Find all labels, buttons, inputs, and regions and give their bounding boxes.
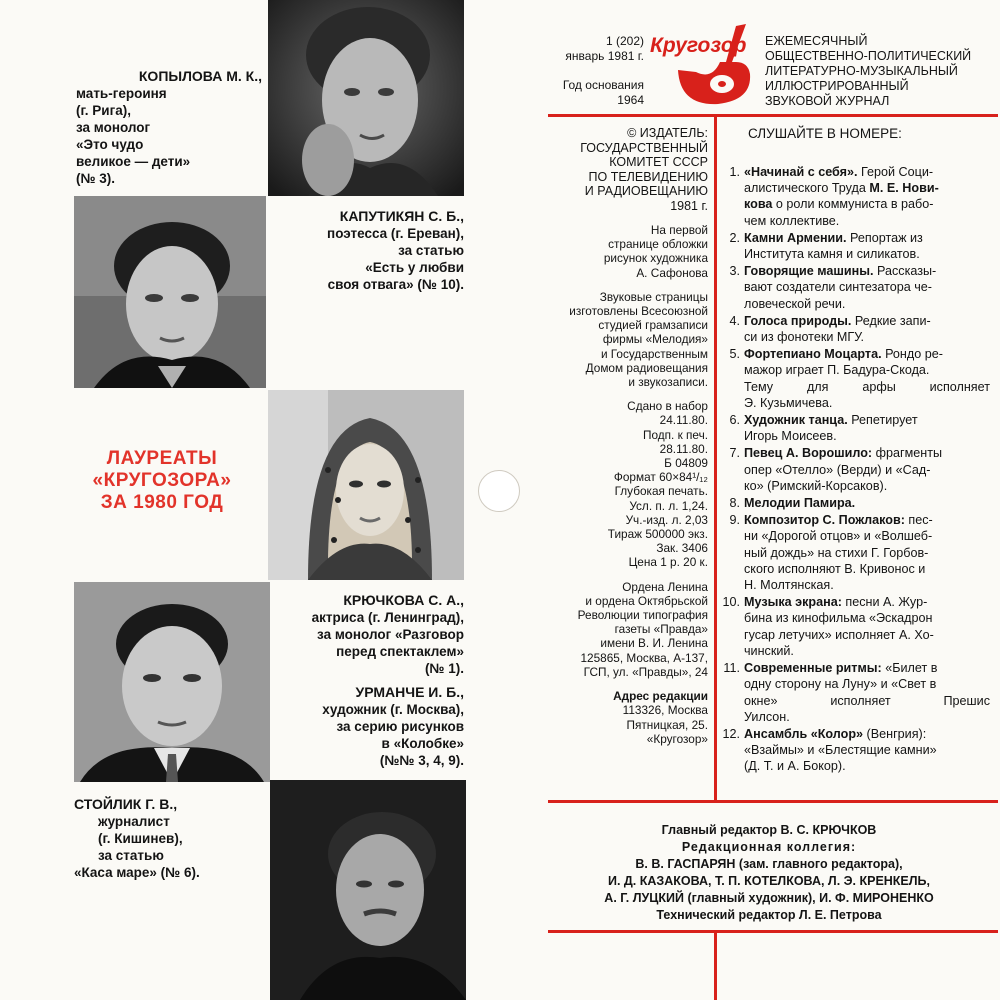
contents-heading: СЛУШАЙТЕ В НОМЕРЕ: bbox=[748, 126, 902, 141]
contents-item-number: 1. bbox=[729, 165, 740, 179]
contents-item-line: Камни Армении. Репортаж из bbox=[744, 230, 923, 245]
caption-urmanche: УРМАНЧЕ И. Б., художник (г. Москва), за серию рисунков в «Колобке» (№№ 3, 4, 9). bbox=[322, 684, 464, 768]
contents-item-line: «Начинай с себя». Герой Соци- bbox=[744, 165, 934, 179]
contents-item-line: Современные ритмы: «Билет в bbox=[744, 661, 938, 676]
contents-item-line: кова о роли коммуниста в рабо- bbox=[744, 197, 934, 212]
contents-item-text bbox=[744, 412, 990, 444]
publisher-info bbox=[548, 126, 708, 746]
portrait-kopylova bbox=[268, 0, 464, 196]
contents-item-line: вают создатели синтезатора че- bbox=[744, 280, 932, 295]
contents-item-line: Голоса природы. Редкие запи- bbox=[744, 313, 931, 328]
print-details: Сдано в набор 24.11.80. Подп. к печ. 28.11.80. Б 04809 Формат 60×84¹/₁₂ Глубокая печать. Усл. п. л. 1,24. Уч.-изд. л. 2,03 Тираж 500000 экз. Зак. 3406 Цена 1 р. 20 к. bbox=[607, 399, 708, 570]
contents-list bbox=[720, 164, 990, 776]
contents-item bbox=[720, 594, 990, 659]
contents-item-number: 11. bbox=[723, 661, 740, 676]
contents-item-text bbox=[744, 346, 990, 411]
caption-kopylova: КОПЫЛОВА М. К., мать-героиня (г. Рига), за монолог «Это чудо великое — дети» (№ 3). bbox=[76, 68, 262, 186]
contents-item-number: 7. bbox=[729, 446, 740, 461]
contents-item-line: гусар летучих» исполняет А. Хо- bbox=[744, 627, 934, 642]
bottom-divider bbox=[714, 933, 717, 1000]
contents-item-number: 6. bbox=[729, 413, 740, 428]
caption-stoylik: СТОЙЛИК Г. В., журналист (г. Кишинев), за статью «Каса маре» (№ 6). bbox=[74, 796, 200, 880]
record-center-hole bbox=[478, 470, 520, 512]
contents-item-text bbox=[744, 313, 990, 345]
caption-kryuchkova: КРЮЧКОВА С. А., актриса (г. Ленинград), за монолог «Разговор перед спектаклем» (№ 1). bbox=[311, 592, 464, 676]
contents-item-line: ни «Дорогой отцов» и «Волшеб- bbox=[744, 529, 933, 544]
contents-item-number: 2. bbox=[729, 230, 740, 245]
contents-item-number: 9. bbox=[729, 513, 740, 528]
contents-item bbox=[720, 512, 990, 593]
contents-item-line: Игорь Моисеев. bbox=[744, 429, 837, 444]
contents-item-line: Э. Кузьмичева. bbox=[744, 395, 833, 410]
contents-item bbox=[720, 412, 990, 444]
contents-item-line: Мелодии Памира. bbox=[744, 496, 856, 511]
contents-item-line: Композитор С. Пожлаков: пес- bbox=[744, 513, 933, 528]
contents-item bbox=[720, 346, 990, 411]
contents-item-text bbox=[744, 660, 990, 725]
krugozor-logo bbox=[650, 22, 758, 110]
contents-item bbox=[720, 660, 990, 725]
contents-item-line: Института камня и силикатов. bbox=[744, 247, 920, 262]
contents-item-text bbox=[744, 445, 990, 494]
column-divider bbox=[714, 117, 717, 800]
contents-item-line: Тему для арфы исполняет bbox=[744, 379, 990, 394]
contents-item bbox=[720, 445, 990, 494]
editorial-board: Главный редактор В. С. КРЮЧКОВ Редакционная коллегия: В. В. ГАСПАРЯН (зам. главного редактора), И. Д. КАЗАКОВА, Т. П. КОТЕЛКОВА, Л. Э. КРЕНКЕЛЬ, А. Г. ЛУЦКИЙ (главный художник), И. Ф. МИРОНЕНКО Технический редактор Л. Е. Петрова bbox=[604, 823, 934, 922]
contents-item-line: окне» исполняет Прешис bbox=[744, 693, 990, 708]
contents-item-line: си из фонотеки МГУ. bbox=[744, 330, 864, 345]
contents-item-number: 3. bbox=[729, 264, 740, 279]
contents-item-line: «Взаймы» и «Блестящие камни» bbox=[744, 743, 937, 758]
contents-item-line: чем коллективе. bbox=[744, 213, 840, 228]
contents-item bbox=[720, 726, 990, 775]
contents-item bbox=[720, 164, 990, 229]
board-bottom-rule bbox=[548, 930, 998, 933]
contents-item-line: ловеческой речи. bbox=[744, 296, 846, 311]
portrait-kryuchkova bbox=[268, 390, 464, 580]
editorial-address: Адрес редакции 113326, Москва Пятницкая, 25. «Кругозор» bbox=[613, 689, 708, 746]
founded-year: Год основания 1964 bbox=[562, 78, 644, 107]
logo-wordmark: Кругозор bbox=[650, 34, 747, 57]
contents-item-line: Уилсон. bbox=[744, 709, 790, 724]
contents-item-line: одну сторону на Луну» и «Свет в bbox=[744, 677, 937, 692]
contents-item-number: 12. bbox=[722, 726, 740, 741]
publisher-block: © ИЗДАТЕЛЬ: ГОСУДАРСТВЕННЫЙ КОМИТЕТ СССР ПО ТЕЛЕВИДЕНИЮ И РАДИОВЕЩАНИЮ 1981 г. bbox=[580, 126, 708, 213]
contents-item-text bbox=[744, 594, 990, 659]
contents-item-line: Говорящие машины. Рассказы- bbox=[744, 264, 937, 279]
caption-kaputikyan: КАПУТИКЯН С. Б., поэтесса (г. Ереван), за статью «Есть у любви своя отвага» (№ 10). bbox=[327, 208, 464, 292]
contents-item-text bbox=[744, 726, 990, 775]
contents-item-text bbox=[744, 495, 990, 511]
contents-item-line: Н. Молтянская. bbox=[744, 578, 834, 593]
contents-item-line: Ансамбль «Колор» (Венгрия): bbox=[744, 726, 927, 741]
contents-item-line: ный дождь» на стихи Г. Горбов- bbox=[744, 545, 929, 560]
printer-info: Ордена Ленина и ордена Октябрьской Революции типография газеты «Правда» имени В. И. Ленина 125865, Москва, А-137, ГСП, ул. «Правды», 24 bbox=[577, 579, 708, 679]
cover-credit: На первой странице обложки рисунок художника А. Сафонова bbox=[603, 223, 708, 280]
laureates-title: ЛАУРЕАТЫ «КРУГОЗОРА» ЗА 1980 ГОД bbox=[92, 448, 232, 513]
contents-item-number: 10. bbox=[722, 595, 740, 610]
contents-item-line: бина из кинофильма «Эскадрон bbox=[744, 611, 933, 626]
masthead-description: ЕЖЕМЕСЯЧНЫЙ ОБЩЕСТВЕННО-ПОЛИТИЧЕСКИЙ ЛИТЕРАТУРНО-МУЗЫКАЛЬНЫЙ ИЛЛЮСТРИРОВАННЫЙ ЗВУКОВОЙ ЖУРНАЛ bbox=[765, 34, 972, 108]
contents-item-line: мажор играет П. Бадура-Скода. bbox=[744, 363, 930, 378]
contents-item-text bbox=[744, 512, 990, 593]
contents-bottom-rule bbox=[548, 800, 998, 803]
contents-item-line: (Д. Т. и А. Бокор). bbox=[744, 759, 846, 774]
contents-item-line: алистического Труда М. Е. Нови- bbox=[744, 181, 939, 196]
contents-item-line: чинский. bbox=[744, 643, 794, 658]
contents-item bbox=[720, 313, 990, 345]
contents-item-line: Фортепиано Моцарта. Рондо ре- bbox=[744, 347, 943, 362]
contents-item-text bbox=[744, 164, 990, 229]
contents-item-line: опер «Отелло» (Верди) и «Сад- bbox=[744, 462, 931, 477]
masthead-rule bbox=[548, 114, 998, 117]
contents-item-line: ского исполняют В. Кривонос и bbox=[744, 561, 926, 576]
contents-item-line: Художник танца. Репетирует bbox=[744, 413, 918, 428]
portrait-urmanche bbox=[270, 780, 466, 1000]
contents-item bbox=[720, 263, 990, 312]
contents-item-line: ко» (Римский-Корсаков). bbox=[744, 478, 888, 493]
contents-item-line: Музыка экрана: песни А. Жур- bbox=[744, 595, 928, 610]
issue-number: 1 (202) январь 1981 г. bbox=[565, 34, 644, 63]
portrait-kaputikyan bbox=[74, 196, 266, 388]
sound-pages-credit: Звуковые страницы изготовлены Всесоюзной студией грамзаписи фирмы «Мелодия» и Государственным Домом радиовещания и звукозаписи. bbox=[569, 289, 708, 390]
contents-item-number: 8. bbox=[729, 496, 740, 511]
contents-item-line: Певец А. Ворошило: фрагменты bbox=[744, 446, 943, 461]
contents-item bbox=[720, 230, 990, 262]
contents-item bbox=[720, 495, 990, 511]
contents-item-text bbox=[744, 230, 990, 262]
portrait-stoylik bbox=[74, 582, 270, 782]
contents-item-text bbox=[744, 263, 990, 312]
contents-item-number: 5. bbox=[729, 347, 740, 362]
contents-item-number: 4. bbox=[729, 313, 740, 328]
